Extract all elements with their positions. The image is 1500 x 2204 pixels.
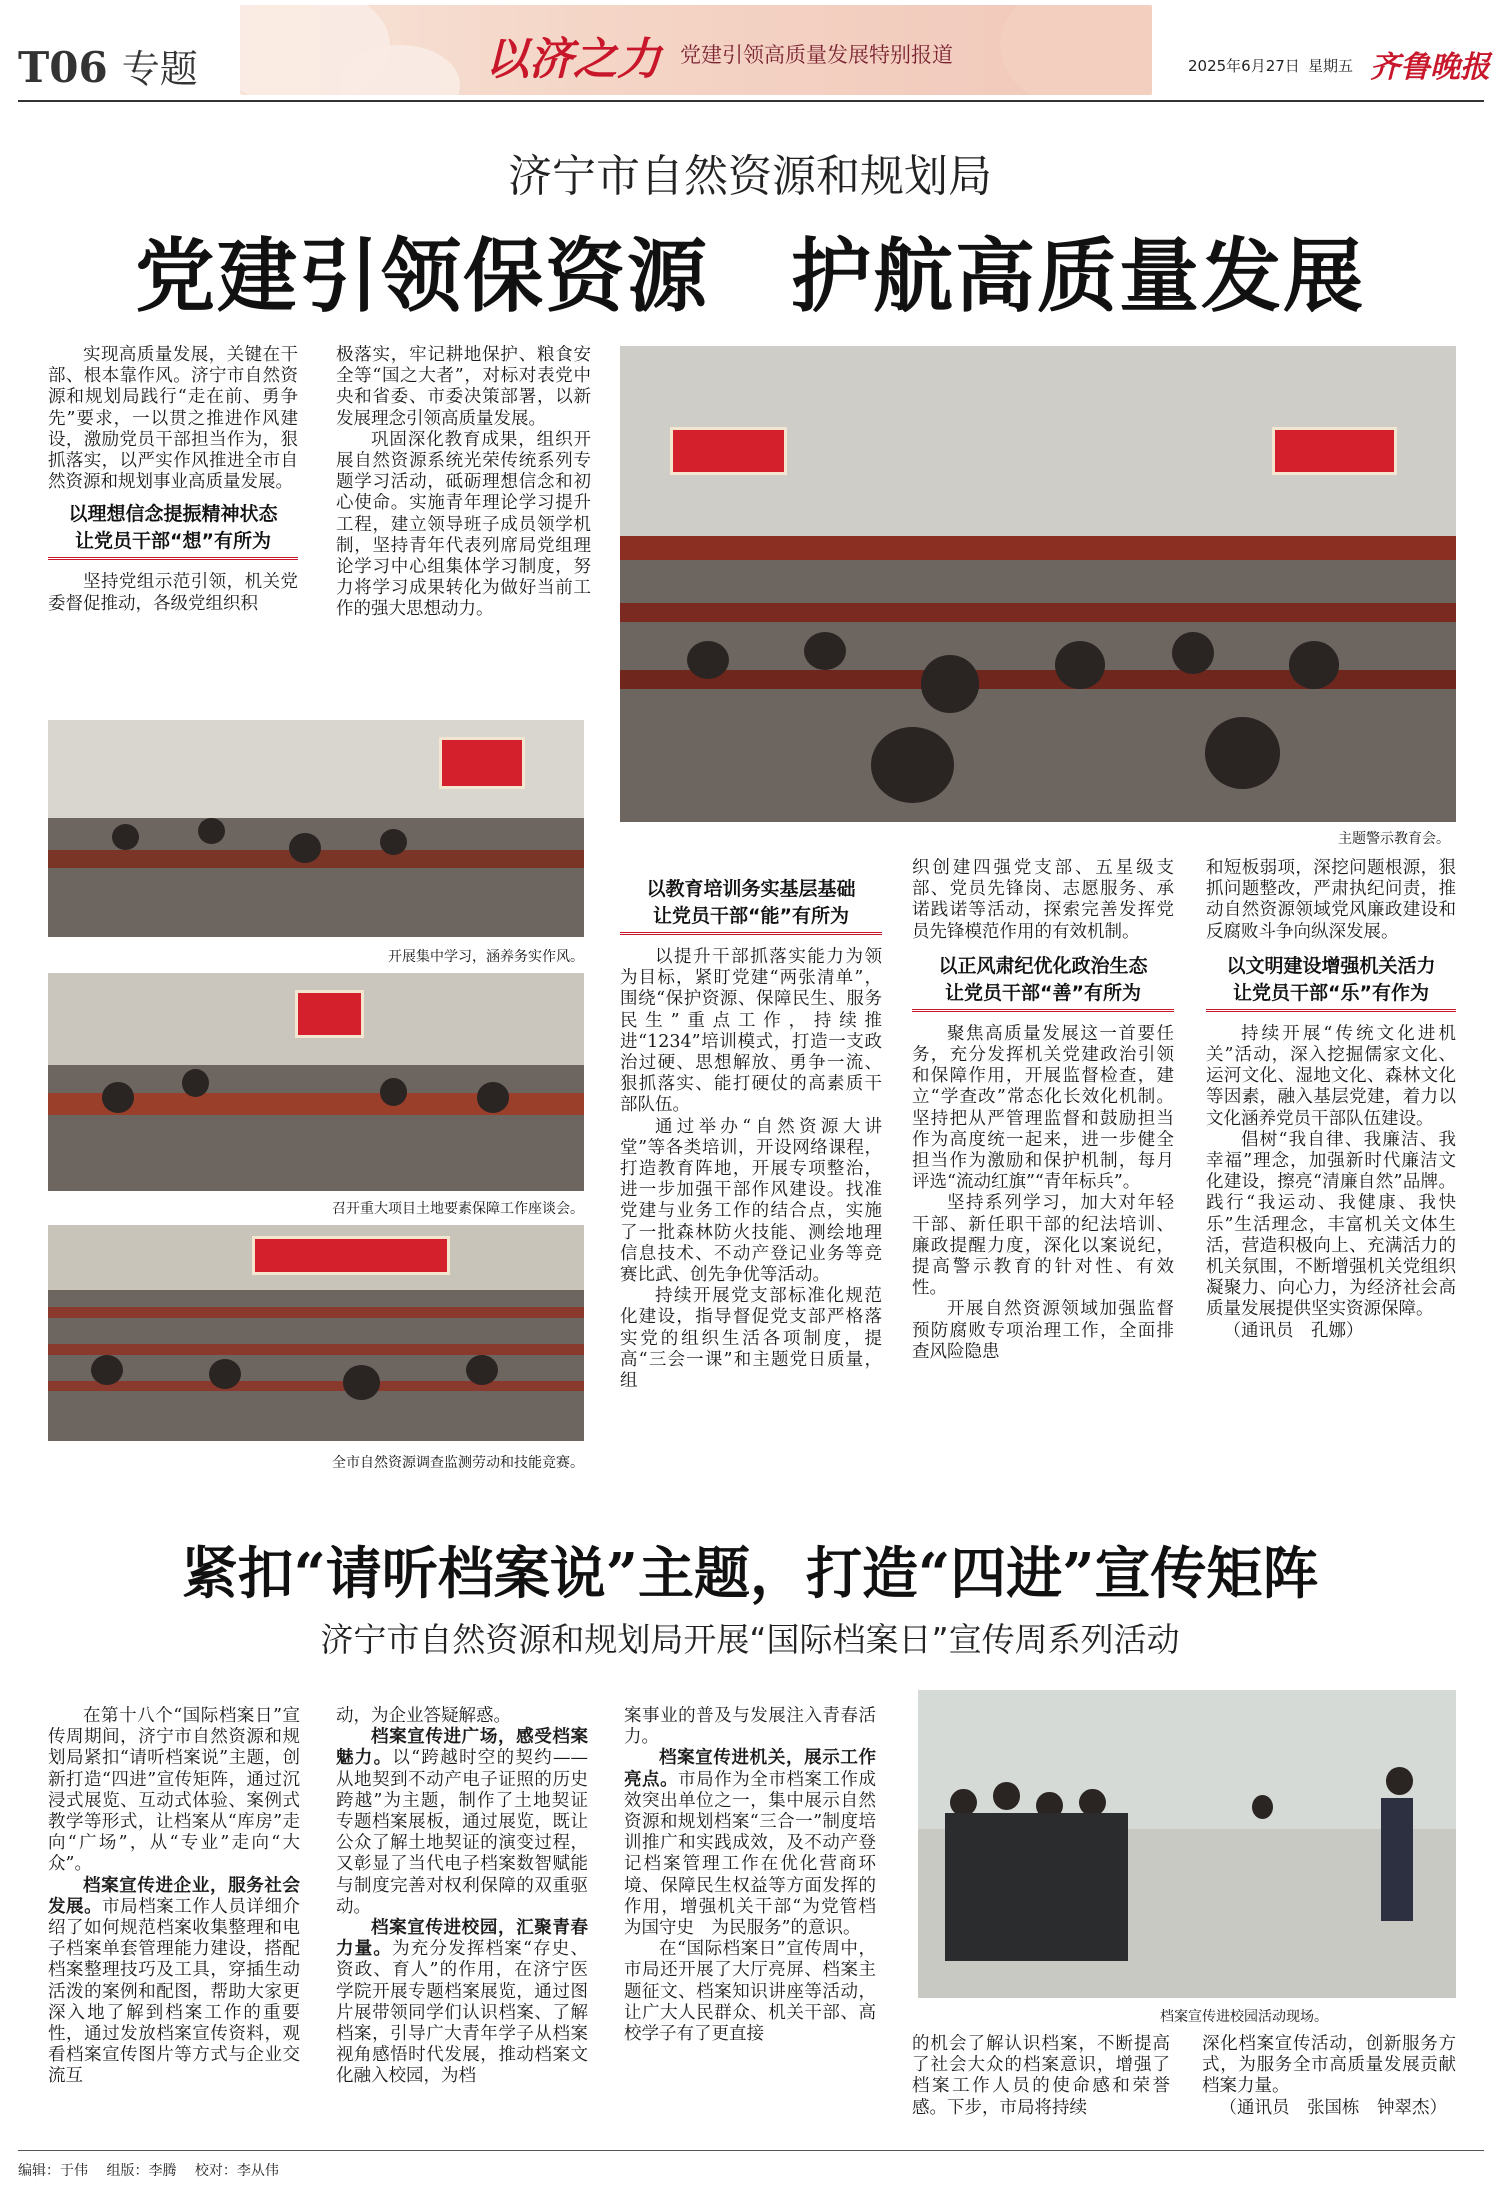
story1-column-2 [336,345,591,621]
banner-subtitle: 党建引领高质量发展特别报道 [680,43,953,67]
paragraph: 在第十八个“国际档案日”宣传周期间，济宁市自然资源和规划局紧扣“请听档案说”主题，创新打造“四进”宣传矩阵，通过沉浸式展览、互动式体验、案例式教学等形式，让档案从“库房”走向“广场”，从“专业”走向“大众”。 [48,1706,300,1875]
paragraph: 聚焦高质量发展这一首要任务，充分发挥机关党建政治引领和保障作用，开展监督检查，建立“学查改”常态化长效化机制。坚持把从严管理监督和鼓励担当作为高度统一起来，进一步健全担当作为激励和保护机制，每月评选“流动红旗”“青年标兵”。 [912,1023,1174,1193]
story2-headline: 紧扣“请听档案说”主题，打造“四进”宣传矩阵 [181,1541,1319,1607]
paragraph-lead: 档案宣传进机关，展示工作亮点。 [624,1748,876,1790]
footer-rule [18,2150,1484,2151]
paragraph: 以提升干部抓落实能力为领为目标，紧盯党建“两张清单”，围绕“保护资源、保障民生、服务民生”重点工作，持续推进“1234”培训模式，打造一支政治过硬、思想解放、勇争一流、狠抓落实、能打硬仗的高素质干部队伍。 [620,947,882,1116]
story1-column-3 [620,876,882,1392]
story1-column-4 [912,858,1174,1363]
paragraph: 坚持系列学习，加大对年轻干部、新任职干部的纪法培训、廉政提醒力度，深化以案说纪，提高警示教育的针对性、有效性。 [912,1193,1174,1299]
study-session-photo [48,720,584,937]
display-screen [295,990,365,1038]
designer-credit: 组版：李腾 [106,2163,177,2179]
display-screen [670,427,787,475]
story2-column-2 [336,1706,588,2088]
paragraph: 持续开展党支部标准化规范化建设，指导督促党支部严格落实党的组织生活各项制度，提高“三会一课”和主题党日质量，组 [620,1286,882,1392]
section-name: 专题 [121,47,198,91]
paragraph: 深化档案宣传活动，创新服务方式，为服务全市高质量发展贡献档案力量。 [1202,2034,1456,2097]
page-number [18,38,198,93]
photo-caption: 全市自然资源调查监测劳动和技能竞赛。 [332,1455,584,1471]
story1-kicker: 济宁市自然资源和规划局 [508,151,992,202]
byline: （通讯员 孔娜） [1223,1320,1364,1341]
section-subheading: 以文明建设增强机关活力 让党员干部“乐”有作为 [1206,953,1456,1012]
paragraph: 极落实，牢记耕地保护、粮食安全等“国之大者”，对标对表党中央和省委、市委决策部署，以新发展理念引领高质量发展。 [336,345,591,429]
display-screen [439,737,525,789]
section-subheading: 以教育培训务实基层基础 让党员干部“能”有所为 [620,876,882,935]
photo-caption: 召开重大项目土地要素保障工作座谈会。 [332,1201,584,1217]
banner-slogan: 以济之力 [485,34,661,85]
paragraph: 以“跨越时空的契约——从地契到不动产电子证照的历史跨越”为主题，制作了土地契证专题档案展板，通过展览，既让公众了解土地契证的演变过程，又彰显了当代电子档案数智赋能与制度完善对权利保障的双重驱动。 [336,1748,588,1917]
story2-column-1 [48,1706,300,2088]
paragraph: 巩固深化教育成果，组织开展自然资源系统光荣传统系列专题学习活动，砥砺理想信念和初心使命。实施青年理论学习提升工程，建立领导班子成员领学机制，坚持青年代表列席局党组理论学习中心组集体学习制度，努力将学习成果转化为做好当前工作的强大思想动力。 [336,429,591,620]
paragraph: 为充分发挥档案“存史、资政、育人”的作用，在济宁医学院开展专题档案展览，通过图片展带领同学们认识档案、了解档案，引导广大青年学子从档案视角感悟时代发展，推动档案文化融入校园，为档 [336,1939,588,2087]
story1-column-1 [48,345,298,615]
story2-column-4 [912,2034,1170,2119]
paragraph: 的机会了解认识档案，不断提高了社会大众的档案意识，增强了档案工作人员的使命感和荣誉感。下步，市局将持续 [912,2034,1170,2118]
masthead-rule [18,100,1484,102]
issue-date: 2025年6月27日 [1188,57,1300,75]
newspaper-logo: 齐鲁晚报 [1370,50,1490,85]
paragraph: 动，为企业答疑解惑。 [336,1706,511,1726]
paragraph: 坚持党组示范引领，机关党委督促推动，各级党组织积 [48,572,298,614]
section-subheading: 以正风肃纪优化政治生态 让党员干部“善”有所为 [912,953,1174,1012]
paragraph: 织创建四强党支部、五星级支部、党员先锋岗、志愿服务、承诺践诺等活动，探索完善发挥党员先锋模范作用的有效机制。 [912,858,1174,942]
main-meeting-photo [620,346,1456,822]
story2-column-3 [624,1706,894,2045]
paragraph-lead: 档案宣传进校园，汇聚青春力量。 [336,1918,588,1960]
paragraph: 市局作为全市档案工作成效突出单位之一，集中展示自然资源和规划档案“三合一”制度培训推广和实践成效，及不动产登记档案管理工作在优化营商环境、保障民生权益等方面发挥的作用，增强机关干部“为党管档 为国守史 为民服务”的意识。 [624,1769,894,1939]
editor-credit: 编辑：于伟 [18,2163,88,2179]
photo-caption: 开展集中学习，涵养务实作风。 [388,949,584,965]
students-group [945,1813,1128,1961]
paragraph: 实现高质量发展，关键在干部、根本靠作风。济宁市自然资源和规划局践行“走在前、勇争先”要求，一以贯之推进作风建设，激励党员干部担当作为，狠抓落实，以严实作风推进全市自然资源和规划事业高质量发展。 [48,345,298,493]
special-report-banner [240,5,1152,95]
paragraph: 市局档案工作人员详细介绍了如何规范档案收集整理和电子档案单套管理能力建设，搭配档案整理技巧及工具，穿插生动活泼的案例和配图，帮助大家更深入地了解到档案工作的重要性，通过发放档案宣传资料，观看档案宣传图片等方式与企业交流互 [48,1896,301,2087]
campus-exhibition-photo [918,1690,1456,1998]
guide-figure [1381,1798,1413,1921]
issue-weekday: 星期五 [1308,57,1354,75]
paragraph: 倡树“我自律、我廉洁、我幸福”理念，加强新时代廉洁文化建设，擦亮“清廉自然”品牌。践行“我运动、我健康、我快乐”生活理念，丰富机关文体生活，营造积极向上、充满活力的机关氛围，不断增强机关党组织凝聚力、向心力，为经济社会高质量发展提供坚实资源保障。 [1206,1129,1456,1320]
cloud-ornament [1000,5,1152,95]
paragraph: 和短板弱项，深挖问题根源，狠抓问题整改，严肃执纪问责，推动自然资源领域党风廉政建设和反腐败斗争向纵深发展。 [1206,858,1456,942]
photo-caption: 档案宣传进校园活动现场。 [1160,2009,1328,2025]
proofreader-credit: 校对：李从伟 [194,2163,279,2179]
symposium-photo [48,973,584,1191]
page-code: T06 [18,43,108,92]
byline: （通讯员 张国栋 钟翠杰） [1219,2097,1447,2118]
paragraph: 在“国际档案日”宣传周中，市局还开展了大厅亮屏、档案主题征文、档案知识讲座等活动，让广大人民群众、机关干部、高校学子有了更直接 [624,1939,876,2045]
story2-kicker: 济宁市自然资源和规划局开展“国际档案日”宣传周系列活动 [320,1620,1180,1659]
story1-column-5 [1206,858,1456,1342]
paragraph: 通过举办“自然资源大讲堂”等各类培训，开设网络课程，打造教育阵地，开展专项整治，进一步加强干部作风建设。找准党建与业务工作的结合点，实施了一批森林防火技能、测绘地理信息技术、不动产登记业务等竞赛比武、创先争优等活动。 [620,1116,882,1286]
paragraph-lead: 档案宣传进广场，感受档案魅力。 [336,1727,588,1769]
footer-credits [18,2160,293,2180]
display-screen [252,1236,450,1275]
story2-column-5 [1202,2034,1456,2119]
photo-caption: 主题警示教育会。 [1338,831,1450,847]
story1-headline: 党建引领保资源 护航高质量发展 [135,229,1365,323]
paragraph: 案事业的普及与发展注入青春活力。 [624,1706,876,1748]
paragraph: 持续开展“传统文化进机关”活动，深入挖掘儒家文化、运河文化、湿地文化、森林文化等因素，融入基层党建，着力以文化涵养党员干部队伍建设。 [1206,1023,1456,1129]
section-subheading: 以理想信念提振精神状态 让党员干部“想”有所为 [48,501,298,560]
paragraph: 开展自然资源领域加强监督预防腐败专项治理工作，全面排查风险隐患 [912,1299,1174,1362]
paragraph-lead: 档案宣传进企业，服务社会发展。 [48,1875,300,1917]
competition-photo [48,1225,584,1441]
display-screen [1272,427,1397,475]
